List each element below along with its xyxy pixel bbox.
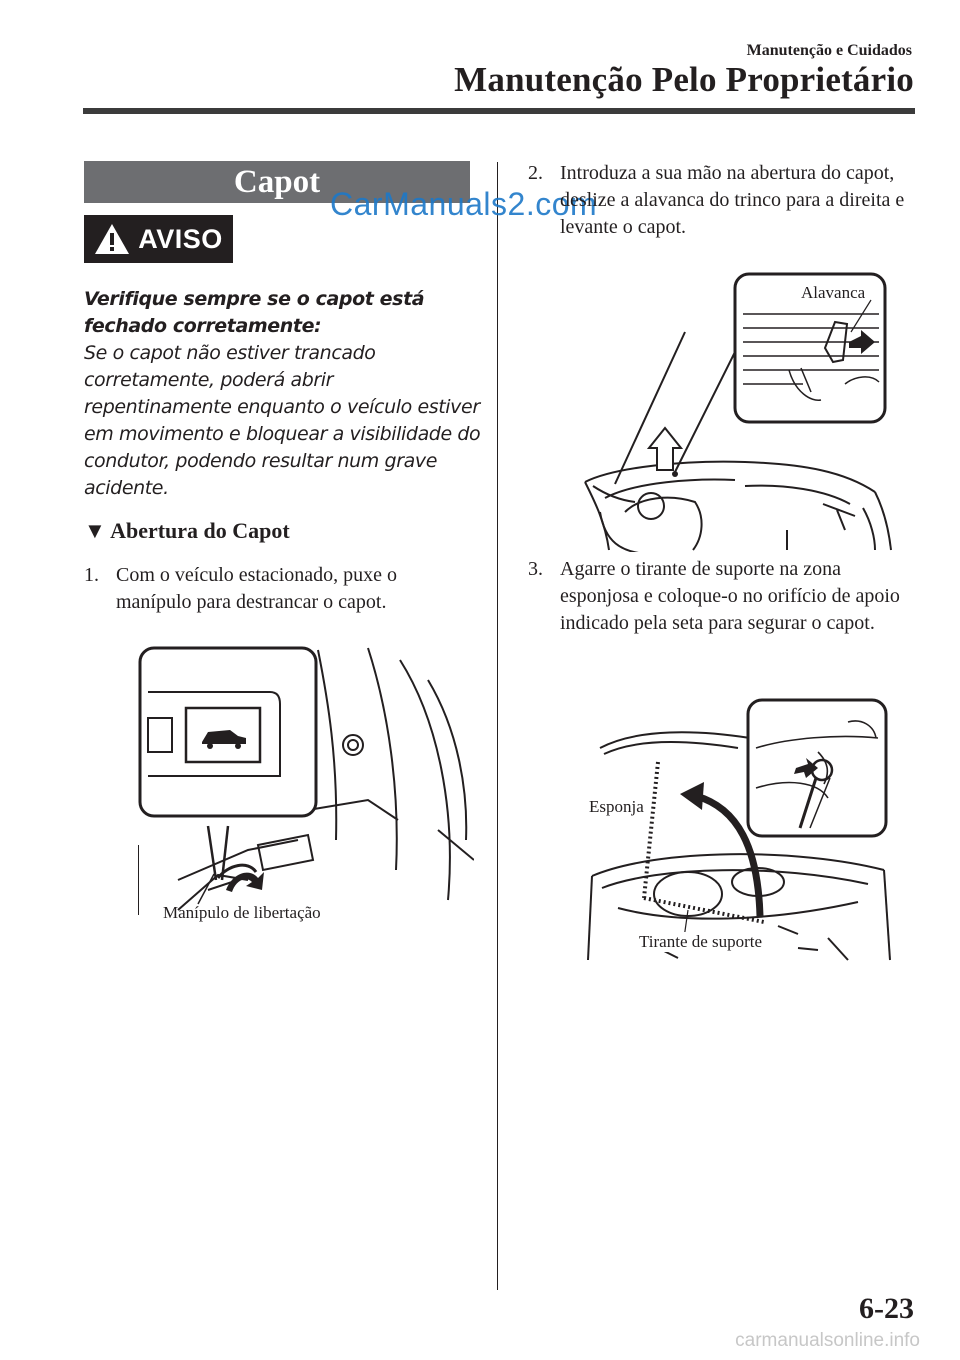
warning-bold-line: Verifique sempre se o capot está fechado corretamente: (84, 288, 425, 337)
step-1 (84, 562, 444, 616)
warning-badge (84, 215, 233, 263)
release-handle-label: Manípulo de libertação (163, 903, 321, 922)
triangle-marker-icon: ▼ (84, 518, 106, 543)
subheading (84, 518, 290, 544)
column-divider (497, 162, 498, 1290)
warning-triangle-icon (94, 223, 130, 255)
step-text: Com o veículo estacionado, puxe o manípulo para destrancar o capot. (116, 564, 398, 613)
step-text: Agarre o tirante de suporte na zona esponjosa e coloque-o no orifício de apoio indicado pela seta para segurar o capot. (560, 558, 900, 634)
sponge-label: Esponja (589, 797, 644, 816)
subheading-text: Abertura do Capot (110, 518, 290, 543)
section-title: Manutenção Pelo Proprietário (454, 60, 914, 99)
step-text: Introduza a sua mão na abertura do capot, deslize a alavanca do trinco para a direita e levante o capot. (560, 162, 905, 238)
warning-body: Se o capot não estiver trancado corretamente, poderá abrir repentinamente enquanto o veículo estiver em movimento e bloquear a visibilidade do condutor, podendo resultar num grave acidente. (84, 342, 481, 499)
step-number: 1. (84, 564, 99, 586)
lever-label: Alavanca (801, 283, 866, 302)
chapter-title: Manutenção e Cuidados (746, 42, 912, 59)
site-watermark: carmanualsonline.info (735, 1330, 920, 1351)
header-rule (83, 108, 915, 114)
prop-rod-figure (578, 698, 892, 962)
warning-label: AVISO (138, 223, 223, 254)
release-handle-leader (196, 872, 216, 906)
warning-text (84, 286, 484, 502)
page-number: 6-23 (859, 1292, 914, 1325)
watermark: CarManuals2.com (330, 186, 598, 222)
step-number: 2. (528, 162, 543, 184)
step-2 (528, 160, 918, 241)
release-handle-figure (138, 640, 474, 930)
hood-lever-figure (575, 272, 893, 552)
step-number: 3. (528, 558, 543, 580)
topic-banner: Capot (84, 161, 470, 203)
prop-rod-label: Tirante de suporte (639, 932, 763, 951)
step-3 (528, 556, 918, 637)
